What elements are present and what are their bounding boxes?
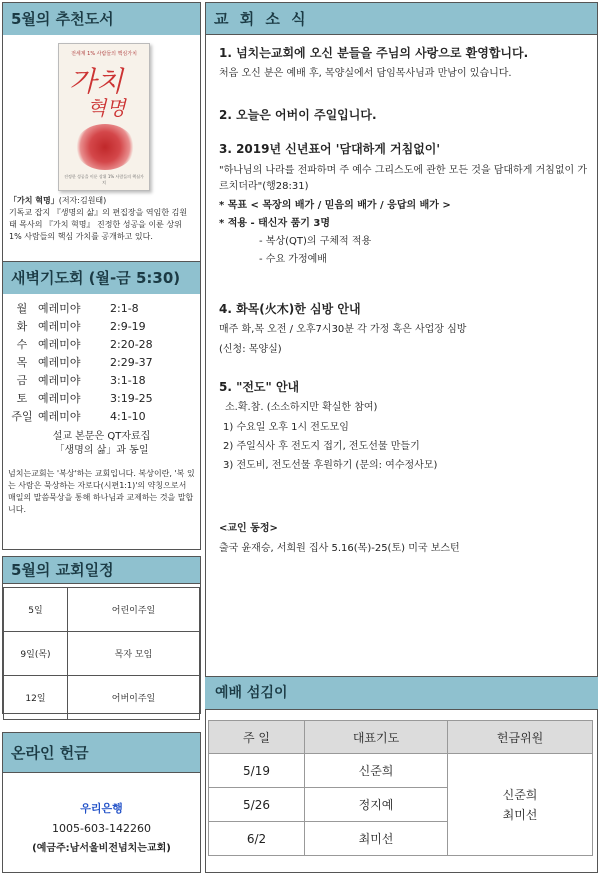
schedule-row xyxy=(10,390,190,408)
schedule-row xyxy=(10,408,190,426)
prayer-note-2: 「생명의 삶」과 동일 xyxy=(54,445,149,456)
schedule-day: 주일 xyxy=(11,410,33,423)
worship-date: 5/26 xyxy=(209,788,305,822)
news-item-3 xyxy=(219,140,588,267)
news-item-3-goal: * 목표 < 목장의 배가 / 믿음의 배가 / 응답의 배가 > xyxy=(219,200,451,211)
offering-member-1: 신준희 xyxy=(502,787,538,802)
news-item-3-apply-2: - 복상(QT)의 구체적 적용 xyxy=(259,236,372,247)
worship-header: 예배 섬김이 xyxy=(205,676,598,710)
book-caption-author: (저자:김원태) xyxy=(58,196,107,205)
member-news-text: 출국 윤재승, 서희원 집사 5.16(목)-25(토) 미국 보스턴 xyxy=(219,543,460,554)
schedule-verse: 2:20-28 xyxy=(110,338,153,351)
worship-date: 6/2 xyxy=(209,822,305,856)
prayer-note-1: 설교 본문은 QT자료집 xyxy=(52,431,151,442)
news-item-4-text: 매주 화,목 오전 / 오후7시30분 각 가정 혹은 사업장 심방 xyxy=(219,324,467,335)
events-table xyxy=(3,587,200,720)
schedule-verse: 2:29-37 xyxy=(110,356,153,369)
schedule-book: 예레미야 xyxy=(38,392,81,405)
schedule-row xyxy=(10,372,190,390)
online-offering-section xyxy=(2,732,201,873)
prayer-notes xyxy=(2,430,201,458)
schedule-book: 예레미야 xyxy=(38,338,81,351)
schedule-day: 토 xyxy=(16,392,28,405)
offering-header: 온라인 헌금 xyxy=(3,733,200,773)
schedule-verse: 2:9-19 xyxy=(110,320,146,333)
schedule-day: 월 xyxy=(16,302,28,315)
book-caption xyxy=(9,195,194,243)
right-column xyxy=(205,2,598,873)
news-item-3-apply-3: - 수요 가정예배 xyxy=(259,254,327,265)
book-caption-title: 「가치 혁명」 xyxy=(9,196,59,205)
schedule-day: 화 xyxy=(16,320,28,333)
account-holder: (예금주:남서울비전넘치는교회) xyxy=(32,843,171,854)
event-date: 5일 xyxy=(4,588,68,632)
offering-committee xyxy=(448,754,593,856)
prayer-description: 넘치는교회는 '복상'하는 교회입니다. 복상이란, '복 있는 사람은 묵상하는 자로다(시편1:1)'의 약칭으로서 매일의 말씀묵상을 통해 하나님과 교제하는 것을 말합니다. xyxy=(8,469,195,514)
table-row xyxy=(4,588,200,632)
account-number: 1005-603-142260 xyxy=(52,822,151,835)
news-item-4-text-2: (신청: 목양실) xyxy=(219,344,282,355)
book-cover-subtitle: 진정한 성공을 이룬 상위 1% 사람들의 핵심가치 xyxy=(64,174,144,185)
news-item-1-text: 처음 오신 분은 예배 후, 목양실에서 담임목사님과 만남이 있습니다. xyxy=(219,68,512,79)
table-row xyxy=(4,632,200,676)
news-item-5-line-1: 1) 수요일 오후 1시 전도모임 xyxy=(223,422,349,433)
event-date: 9일(목) xyxy=(4,632,68,676)
news-item-5-line-3: 3) 전도비, 전도선물 후원하기 (문의: 여수정사모) xyxy=(223,460,438,471)
event-name: 어버이주일 xyxy=(68,676,200,720)
worship-table xyxy=(208,720,593,856)
col-offering: 헌금위원 xyxy=(448,721,593,754)
flower-illustration xyxy=(75,124,135,170)
news-item-5 xyxy=(219,378,588,473)
book-cover-title-2: 혁명 xyxy=(87,96,126,120)
table-row xyxy=(209,754,593,788)
schedule-row xyxy=(10,318,190,336)
news-item-1-title: 1. 넘치는교회에 오신 분들을 주님의 사랑으로 환영합니다. xyxy=(219,46,529,60)
schedule-day: 목 xyxy=(16,356,28,369)
col-prayer: 대표기도 xyxy=(305,721,448,754)
schedule-verse: 4:1-10 xyxy=(110,410,146,423)
news-item-5-title: 5. "전도" 안내 xyxy=(219,380,300,394)
event-name: 어린이주일 xyxy=(68,588,200,632)
news-header: 교 회 소 식 xyxy=(206,3,597,35)
schedule-book: 예레미야 xyxy=(38,410,81,423)
event-date: 12일 xyxy=(4,676,68,720)
recommended-books-section xyxy=(2,2,201,262)
book-cover-image xyxy=(58,43,150,191)
prayer-schedule xyxy=(10,300,190,426)
schedule-day: 금 xyxy=(16,374,28,387)
schedule-book: 예레미야 xyxy=(38,356,81,369)
news-item-3-apply: * 적용 - 태신자 품기 3명 xyxy=(219,218,331,229)
events-header: 5월의 교회일정 xyxy=(3,557,200,583)
worship-prayer: 신준희 xyxy=(305,754,448,788)
news-item-2-title: 2. 오늘은 어버이 주일입니다. xyxy=(219,108,377,122)
col-date: 주 일 xyxy=(209,721,305,754)
schedule-day: 수 xyxy=(16,338,28,351)
offering-member-2: 최미선 xyxy=(502,807,538,822)
member-news xyxy=(219,522,588,556)
offering-info xyxy=(3,799,200,859)
schedule-verse: 3:19-25 xyxy=(110,392,153,405)
news-item-1 xyxy=(219,44,588,81)
schedule-verse: 2:1-8 xyxy=(110,302,139,315)
worship-prayer: 최미선 xyxy=(305,822,448,856)
event-name: 목자 모임 xyxy=(68,632,200,676)
bank-name: 우리은행 xyxy=(80,802,123,815)
schedule-book: 예레미야 xyxy=(38,302,81,315)
schedule-book: 예레미야 xyxy=(38,320,81,333)
table-row xyxy=(4,676,200,720)
schedule-row xyxy=(10,300,190,318)
news-item-5-subtitle: 소.확.참. (소소하지만 확실한 참여) xyxy=(225,402,378,413)
prayer-header: 새벽기도회 (월-금 5:30) xyxy=(3,262,200,294)
schedule-row xyxy=(10,354,190,372)
book-caption-text: 기독교 잡지 『생명의 삶』의 편집장을 역임한 김원태 목사의 『가치 혁명』 진정한 성공을 이룬 상위 1% 사람들의 핵심 가치를 공개하고 있다. xyxy=(9,208,188,241)
book-cover-top-text: 전세계 1% 사람들의 핵심가치 xyxy=(71,51,137,57)
schedule-book: 예레미야 xyxy=(38,374,81,387)
news-item-3-title: 3. 2019년 신년표어 '담대하게 거침없이' xyxy=(219,142,441,156)
book-cover-title-1: 가치 xyxy=(69,65,124,98)
church-events-section xyxy=(2,556,201,714)
worship-date: 5/19 xyxy=(209,754,305,788)
books-header: 5월의 추천도서 xyxy=(3,3,200,35)
left-column xyxy=(2,2,201,873)
news-item-4 xyxy=(219,300,588,357)
schedule-row xyxy=(10,336,190,354)
schedule-verse: 3:1-18 xyxy=(110,374,146,387)
table-header-row xyxy=(209,721,593,754)
news-item-3-quote: "하나님의 나라를 전파하며 주 예수 그리스도에 관한 모든 것을 담대하게 거침없이 가르치더라"(행28:31) xyxy=(219,165,588,192)
news-item-4-title: 4. 화목(火木)한 심방 안내 xyxy=(219,302,361,316)
news-item-2 xyxy=(219,106,588,123)
news-item-5-line-2: 2) 주일식사 후 전도지 접기, 전도선물 만들기 xyxy=(223,441,420,452)
member-news-title: <교인 동정> xyxy=(219,523,278,534)
worship-prayer: 정지예 xyxy=(305,788,448,822)
